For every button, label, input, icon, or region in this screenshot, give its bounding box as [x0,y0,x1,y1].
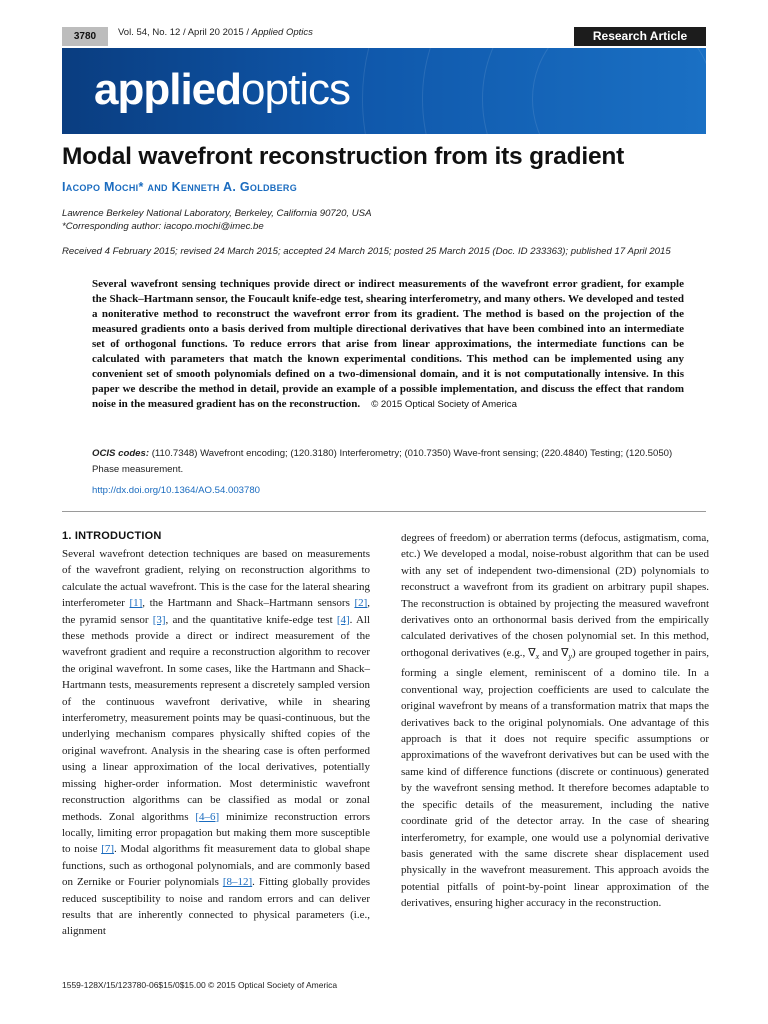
citation-link[interactable]: [8–12] [222,876,253,889]
author-list: Iacopo Mochi* and Kenneth A. Goldberg [62,180,298,194]
doi-link[interactable]: http://dx.doi.org/10.1364/AO.54.003780 [92,485,261,496]
body-text: , the pyramid sensor [62,597,371,626]
intro-paragraph-continued [401,530,709,912]
body-text: , the Hartmann and Shack–Hartmann sensors [142,597,355,610]
logo-bold-text: applied [94,65,242,114]
citation-link[interactable]: [3] [152,613,166,626]
banner-decoration [532,48,706,134]
journal-volume: Vol. 54, No. 12 / April 20 2015 / [118,27,252,38]
citation-link[interactable]: [4–6] [195,810,220,823]
ocis-label: OCIS codes: [92,448,150,459]
journal-reference [118,27,313,38]
abstract-text: Several wavefront sensing techniques provide direct or indirect measurements of the wavefront error gradient, for example the Shack–Hartmann sensor, the Foucault knife-edge test, shearing interferometry, and many others. We developed and tested a noniterative method to reconstruct the wavefront error from its gradient. The method is based on the projection of the measured gradients onto a basis derived from multiple directional derivatives that have been combined into an intermediate set of orthogonal functions. To reduce errors that arise from linear approximations, the intermediate functions can be calculated with parameters that match the known experimental conditions. This method can be implemented using any convenient set of smooth polynomials defined on a two-dimensional domain, and it is not computationally intensive. In this paper we describe the method in detail, provide an example of a possible implementation, and discuss the effect that random noise in the measured gradient has on the reconstruction. [92,278,684,410]
logo-light-text: optics [241,65,350,114]
ocis-text: (110.7348) Wavefront encoding; (120.3180) Interferometry; (010.7350) Wave-front sensing; (220.4840) Testing; (120.5050) Phase measurement. [92,448,673,475]
affiliation: Lawrence Berkeley National Laboratory, Berkeley, California 90720, USA [62,208,372,219]
journal-logo [94,62,350,118]
article-type-badge: Research Article [574,27,706,46]
section-heading: 1. INTRODUCTION [62,530,162,542]
body-text: degrees of freedom) or aberration terms (defocus, astigmatism, coma, etc.) We developed a modal, noise-robust algorithm that can be used with any set of independent two-dimensional (2D) polynomials to reconstruct a wavefront from its gradient on arbitrary pupil shapes. The reconstruction is obtained by projecting the measured wavefront derivatives onto an orthonormal basis derived from the empirically calculated derivatives of the chosen polynomial set. In this method, orthogonal derivatives (e.g., [401,532,709,659]
body-column-left [62,530,370,940]
publication-dates: Received 4 February 2015; revised 24 March 2015; accepted 24 March 2015; posted 25 March 2015 (Doc. ID 233363); published 17 April 2015 [62,246,671,257]
body-text: . Modal algorithms fit measurement data to global shape functions, such as orthogonal polynomials, and are commonly based on Zernike or Fourier polynomials [62,843,370,889]
body-text: Several wavefront detection techniques are based on measurements of the wavefront gradient, relying on reconstruction algorithms to calculate the actual wavefront. This is the case for the lateral shearing interferometer [62,548,370,610]
subscript-y: y [568,652,573,662]
body-column-right [401,530,709,912]
intro-paragraph [62,546,370,940]
section-divider [62,511,706,512]
nabla-symbol: ∇ [561,646,569,659]
citation-link[interactable]: [4] [336,613,350,626]
body-text: and [539,646,562,659]
copyright-notice: © 2015 Optical Society of America [371,399,517,410]
ocis-codes [92,446,684,478]
article-title: Modal wavefront reconstruction from its gradient [62,143,625,170]
body-text: ) are grouped together in pairs, forming a single element, reminiscent of a domino tile. In a conventional way, projection coefficients are used to calculate the original wavefront by means of a transformation matrix that maps the derivatives back to the original polynomials. One advantage of this approach is that it does not require specific assumptions or approximations of the wavefront derivatives but can be used with the same kind of difference functions (discrete or continuous) generated by the wavefront sensing method. It therefore becomes adaptable to the specific details of the measurement, including the native coordinate grid of the detector array. In the case of shearing interferometry, for example, one would use a polynomial derivative basis generated with the same discrete shear displacement used physically in the wavefront measurement. This approach avoids the potential pitfalls of point-by-point linear approximation of the derivatives, ensuring higher accuracy in the reconstruction. [401,646,709,910]
body-text: , and the quantitative knife-edge test [165,613,337,626]
abstract [92,277,684,412]
journal-banner [62,48,706,134]
nabla-symbol: ∇ [528,646,536,659]
page-number: 3780 [62,27,108,46]
journal-header [62,27,706,46]
page-footer: 1559-128X/15/123780-06$15/0$15.00 © 2015 Optical Society of America [62,980,338,990]
affiliation-block [62,207,371,233]
citation-link[interactable]: [2] [354,597,368,610]
body-text: . All these methods provide a direct or indirect measurement of the wavefront gradient and require a reconstruction algorithm to recover the original wavefront. In some cases, like the Hartmann and Shack–Hartmann tests, measurements represent a discretely sampled version of the continuous wavefront derivative, while in shearing interferometry, measurement points may be quasi-continuous, but the underlying mechanism compares physically shifted copies of the original wavefront. Analysis in the shearing case is often performed using a linear approximation of the local derivatives, potentially missing higher-order information. Most deterministic wavefront reconstruction algorithms can be classified as modal or zonal methods. Zonal algorithms [62,613,371,823]
body-text: minimize reconstruction errors locally, limiting error propagation but making them more susceptible to noise [62,810,370,856]
subscript-x: x [535,652,540,662]
citation-link[interactable]: [7] [101,843,115,856]
corresponding-author: *Corresponding author: iacopo.mochi@imec.be [62,221,264,232]
body-text: . Fitting globally provides reduced susceptibility to noise and random errors and can deliver results that are inherently connected to physical parameters (i.e., alignment [62,876,370,938]
citation-link[interactable]: [1] [129,597,143,610]
journal-name: Applied Optics [251,27,313,38]
